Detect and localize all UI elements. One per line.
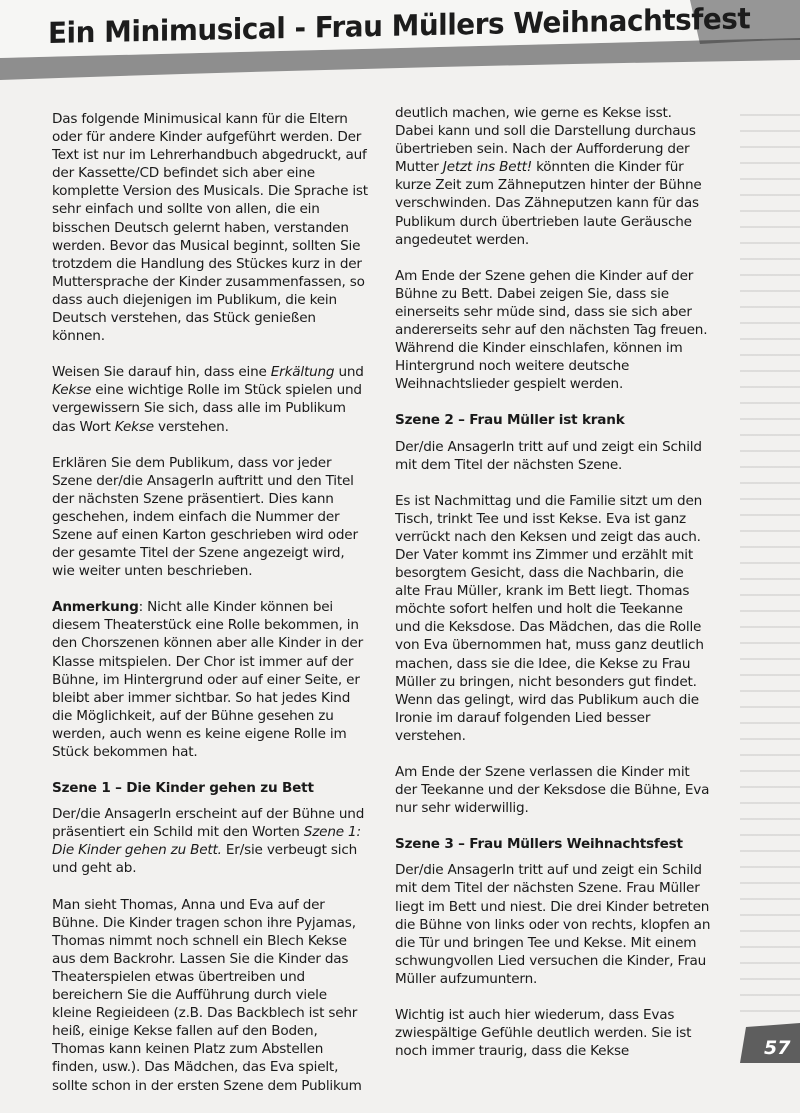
left-column [52, 110, 368, 1113]
right-column [395, 104, 711, 1078]
scene2-intro-paragraph: Der/die AnsagerIn tritt auf und zeigt ein Schild mit dem Titel der nächsten Szene. [395, 438, 702, 473]
keyword-erkaeltung: Erkältung [270, 364, 335, 381]
mother-quote: Jetzt ins Bett! [442, 159, 532, 176]
scene2-action-paragraph: Es ist Nachmittag und die Familie sitzt um den Tisch, trinkt Tee und isst Kekse. Eva ist ganz verrückt nach den Keksen und zeigt das auch. Der Vater kommt ins Zimmer und erzählt mit besorgtem Gesicht, dass die Nachbarin, die alte Frau Müller, krank im Bett liegt. Thomas möchte sofort helfen und holt die Teekanne und die Keksdose. Das Mädchen, das die Rolle von Eva übernommen hat, muss ganz deutlich machen, dass sie die Idee, die Kekse zu Frau Müller zu bringen, nicht besonders gut findet. Wenn das gelingt, wird das Publikum auch die Ironie im darauf folgenden Lied besser verstehen. [395, 492, 704, 744]
announcer-paragraph: Erklären Sie dem Publikum, dass vor jeder Szene der/die AnsagerIn auftritt und den Titel der nächsten Szene präsentiert. Dies kann geschehen, indem einfach die Nummer der Szene auf einen Karton geschrieben wird oder der gesamte Titel der Szene angezeigt wird, wie weiter unten beschrieben. [52, 454, 358, 580]
scene2-heading: Szene 2 – Frau Müller ist krank [395, 412, 625, 429]
scene1-continued-paragraph: deutlich machen, wie gerne es Kekse isst. Dabei kann und soll die Darstellung durchaus übertrieben sein. Nach der Aufforderung der Mutter Jetzt ins Bett! könnten die Kinder für kurze Zeit zum Zähneputzen hinter der Bühne verschwinden. Das Zähneputzen kann für das Publikum durch übertrieben laute Geräusche angedeutet werden. [395, 105, 702, 248]
page-title: Ein Minimusical - Frau Müllers Weihnachtsfest [48, 1, 751, 51]
note-paragraph: Anmerkung: Nicht alle Kinder können bei diesem Theaterstück eine Rolle bekommen, in den Chorszenen können aber alle Kinder in der Klasse mitspielen. Der Chor ist immer auf der Bühne, im Hintergrund oder auf einer Seite, er bleibt aber immer sichtbar. So hat jedes Kind die Möglichkeit, auf der Bühne gesehen zu werden, auch wenn es keine eigene Rolle im Stück bekommen hat. [52, 599, 363, 760]
keywords-paragraph: Weisen Sie darauf hin, dass eine Erkältung und Kekse eine wichtige Rolle im Stück spielen und vergewissern Sie sich, dass alle im Publikum das Wort Kekse verstehen. [52, 364, 364, 435]
scene1-sign-text: Szene 1: Die Kinder gehen zu Bett. [52, 824, 361, 859]
scene1-action-paragraph: Man sieht Thomas, Anna und Eva auf der Bühne. Die Kinder tragen schon ihre Pyjamas, Thomas nimmt noch schnell ein Blech Kekse aus dem Backrohr. Lassen Sie die Kinder das Theaterspielen etwas übertreiben und bereichern Sie die Aufführung durch viele kleine Regieideen (z.B. Das Backblech ist sehr heiß, einige Kekse fallen auf den Boden, Thomas kann keinen Platz zum Abstellen finden, usw.). Das Mädchen, das Eva spielt, sollte schon in der ersten Szene dem Publikum [52, 896, 362, 1094]
scene3-intro-paragraph: Der/die AnsagerIn tritt auf und zeigt ein Schild mit dem Titel der nächsten Szene. Frau Müller liegt im Bett und niest. Die drei Kinder betreten die Bühne von links oder von rechts, klopfen an die Tür und bringen Tee und Kekse. Mit einem schwungvollen Lied versuchen die Kinder, Frau Müller aufzumuntern. [395, 862, 711, 987]
note-label: Anmerkung [52, 599, 139, 616]
keyword-kekse: Kekse [52, 382, 92, 399]
scene1-end-paragraph: Am Ende der Szene gehen die Kinder auf der Bühne zu Bett. Dabei zeigen Sie, dass sie einerseits sehr müde sind, dass sie sich aber andererseits sehr auf den nächsten Tag freuen. Während die Kinder einschlafen, können im Hintergrund noch weitere deutsche Weihnachtslieder gespielt werden. [395, 267, 708, 393]
keyword-kekse-2: Kekse [114, 418, 154, 435]
intro-paragraph: Das folgende Minimusical kann für die Eltern oder für andere Kinder aufgeführt werden. Der Text ist nur im Lehrerhandbuch abgedruckt, auf der Kassette/CD befindet sich aber eine komplette Version des Musicals. Die Sprache ist sehr einfach und sollte von allen, die ein bisschen Deutsch gelernt haben, verstanden werden. Bevor das Musical beginnt, sollten Sie trotzdem die Handlung des Stückes kurz in der Muttersprache der Kinder zusammenfassen, so dass auch diejenigen im Publikum, die kein Deutsch verstehen, das Stück genießen können. [52, 111, 368, 345]
scene3-heading: Szene 3 – Frau Müllers Weihnachtsfest [395, 836, 683, 853]
scene3-feelings-paragraph: Wichtig ist auch hier wiederum, dass Evas zwiespältige Gefühle deutlich werden. Sie ist noch immer traurig, dass die Kekse [395, 1007, 692, 1060]
page-number: 57 [764, 1037, 791, 1059]
scene2-end-paragraph: Am Ende der Szene verlassen die Kinder mit der Teekanne und der Keksdose die Bühne, Eva nur sehr widerwillig. [395, 764, 710, 817]
scene1-intro-paragraph: Der/die AnsagerIn erscheint auf der Bühne und präsentiert ein Schild mit den Worten Szene 1: Die Kinder gehen zu Bett. Er/sie verbeugt sich und geht ab. [52, 806, 365, 877]
adjacent-page-strip [740, 100, 800, 1020]
scene1-heading: Szene 1 – Die Kinder gehen zu Bett [52, 780, 314, 797]
